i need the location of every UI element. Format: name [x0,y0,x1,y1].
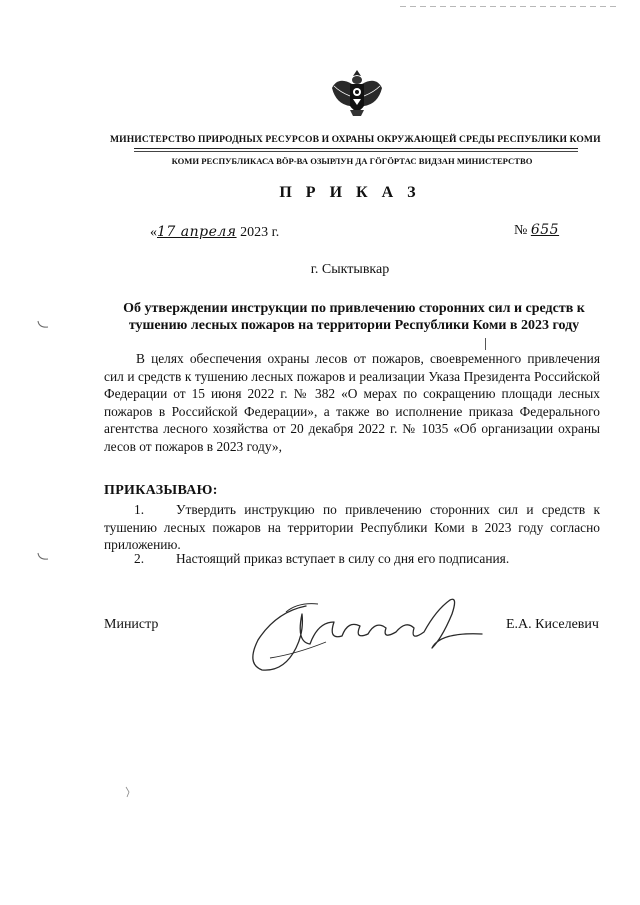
number-handwritten: 655 [530,222,560,238]
order-item-number: 2. [134,551,145,566]
date-handwritten: 17 апреля [157,224,237,240]
margin-tick-icon [36,552,50,562]
handwritten-signature [236,592,486,678]
header-divider [134,148,578,152]
date-quote: « [150,225,157,240]
order-item [104,501,600,554]
order-item-text: Настоящий приказ вступает в силу со дня его подписания. [176,551,510,566]
document-subject: Об утверждении инструкции по привлечению сторонних сил и средств к тушению лесных пожаров на территории Республики Коми в 2023 году [123,301,585,333]
signatory-name: Е.А. Киселевич [506,617,599,632]
order-heading: ПРИКАЗЫВАЮ: [104,483,218,498]
preamble-paragraph: В целях обеспечения охраны лесов от пожаров, своевременного привлечения сил и средств к тушению лесных пожаров и реализации Указа Президента Российской Федерации от 15 июня 2022 г. № 382 «О мерах по сокращению площади лесных пожаров в Российской Федерации», а также во исполнение приказа Федерального агентства лесного хозяйства от 20 декабря 2022 г. № 1035 «Об организации охраны лесов от пожаров в 2023 году», [104,351,600,454]
document-title: П Р И К А З [279,184,421,201]
scan-artifact [124,786,132,798]
order-item-text: Утвердить инструкцию по привлечению сторонних сил и средств к тушению лесных пожаров на территории Республики Коми в 2023 году согласно приложению. [104,502,600,553]
document-city: г. Сыктывкар [310,262,390,277]
signatory-position: Министр [104,617,159,632]
order-item [104,550,600,568]
scan-artifact [400,6,620,7]
ministry-name-komi: КОМИ РЕСПУБЛИКАСА ВӦР-ВА ОЗЫРЛУН ДА ГӦГӦРТАС ВИДЗАН МИНИСТЕРСТВО [171,156,533,166]
date-year: 2023 г. [236,225,280,240]
margin-tick-icon [36,320,50,330]
document-date [150,224,279,241]
document-number [514,222,559,239]
number-label: № [514,223,531,238]
scan-artifact [485,338,486,350]
komi-coat-of-arms-icon [328,66,386,122]
ministry-name-russian: МИНИСТЕРСТВО ПРИРОДНЫХ РЕСУРСОВ И ОХРАНЫ ОКРУЖАЮЩЕЙ СРЕДЫ РЕСПУБЛИКИ КОМИ [110,134,601,145]
order-item-number: 1. [134,502,145,517]
